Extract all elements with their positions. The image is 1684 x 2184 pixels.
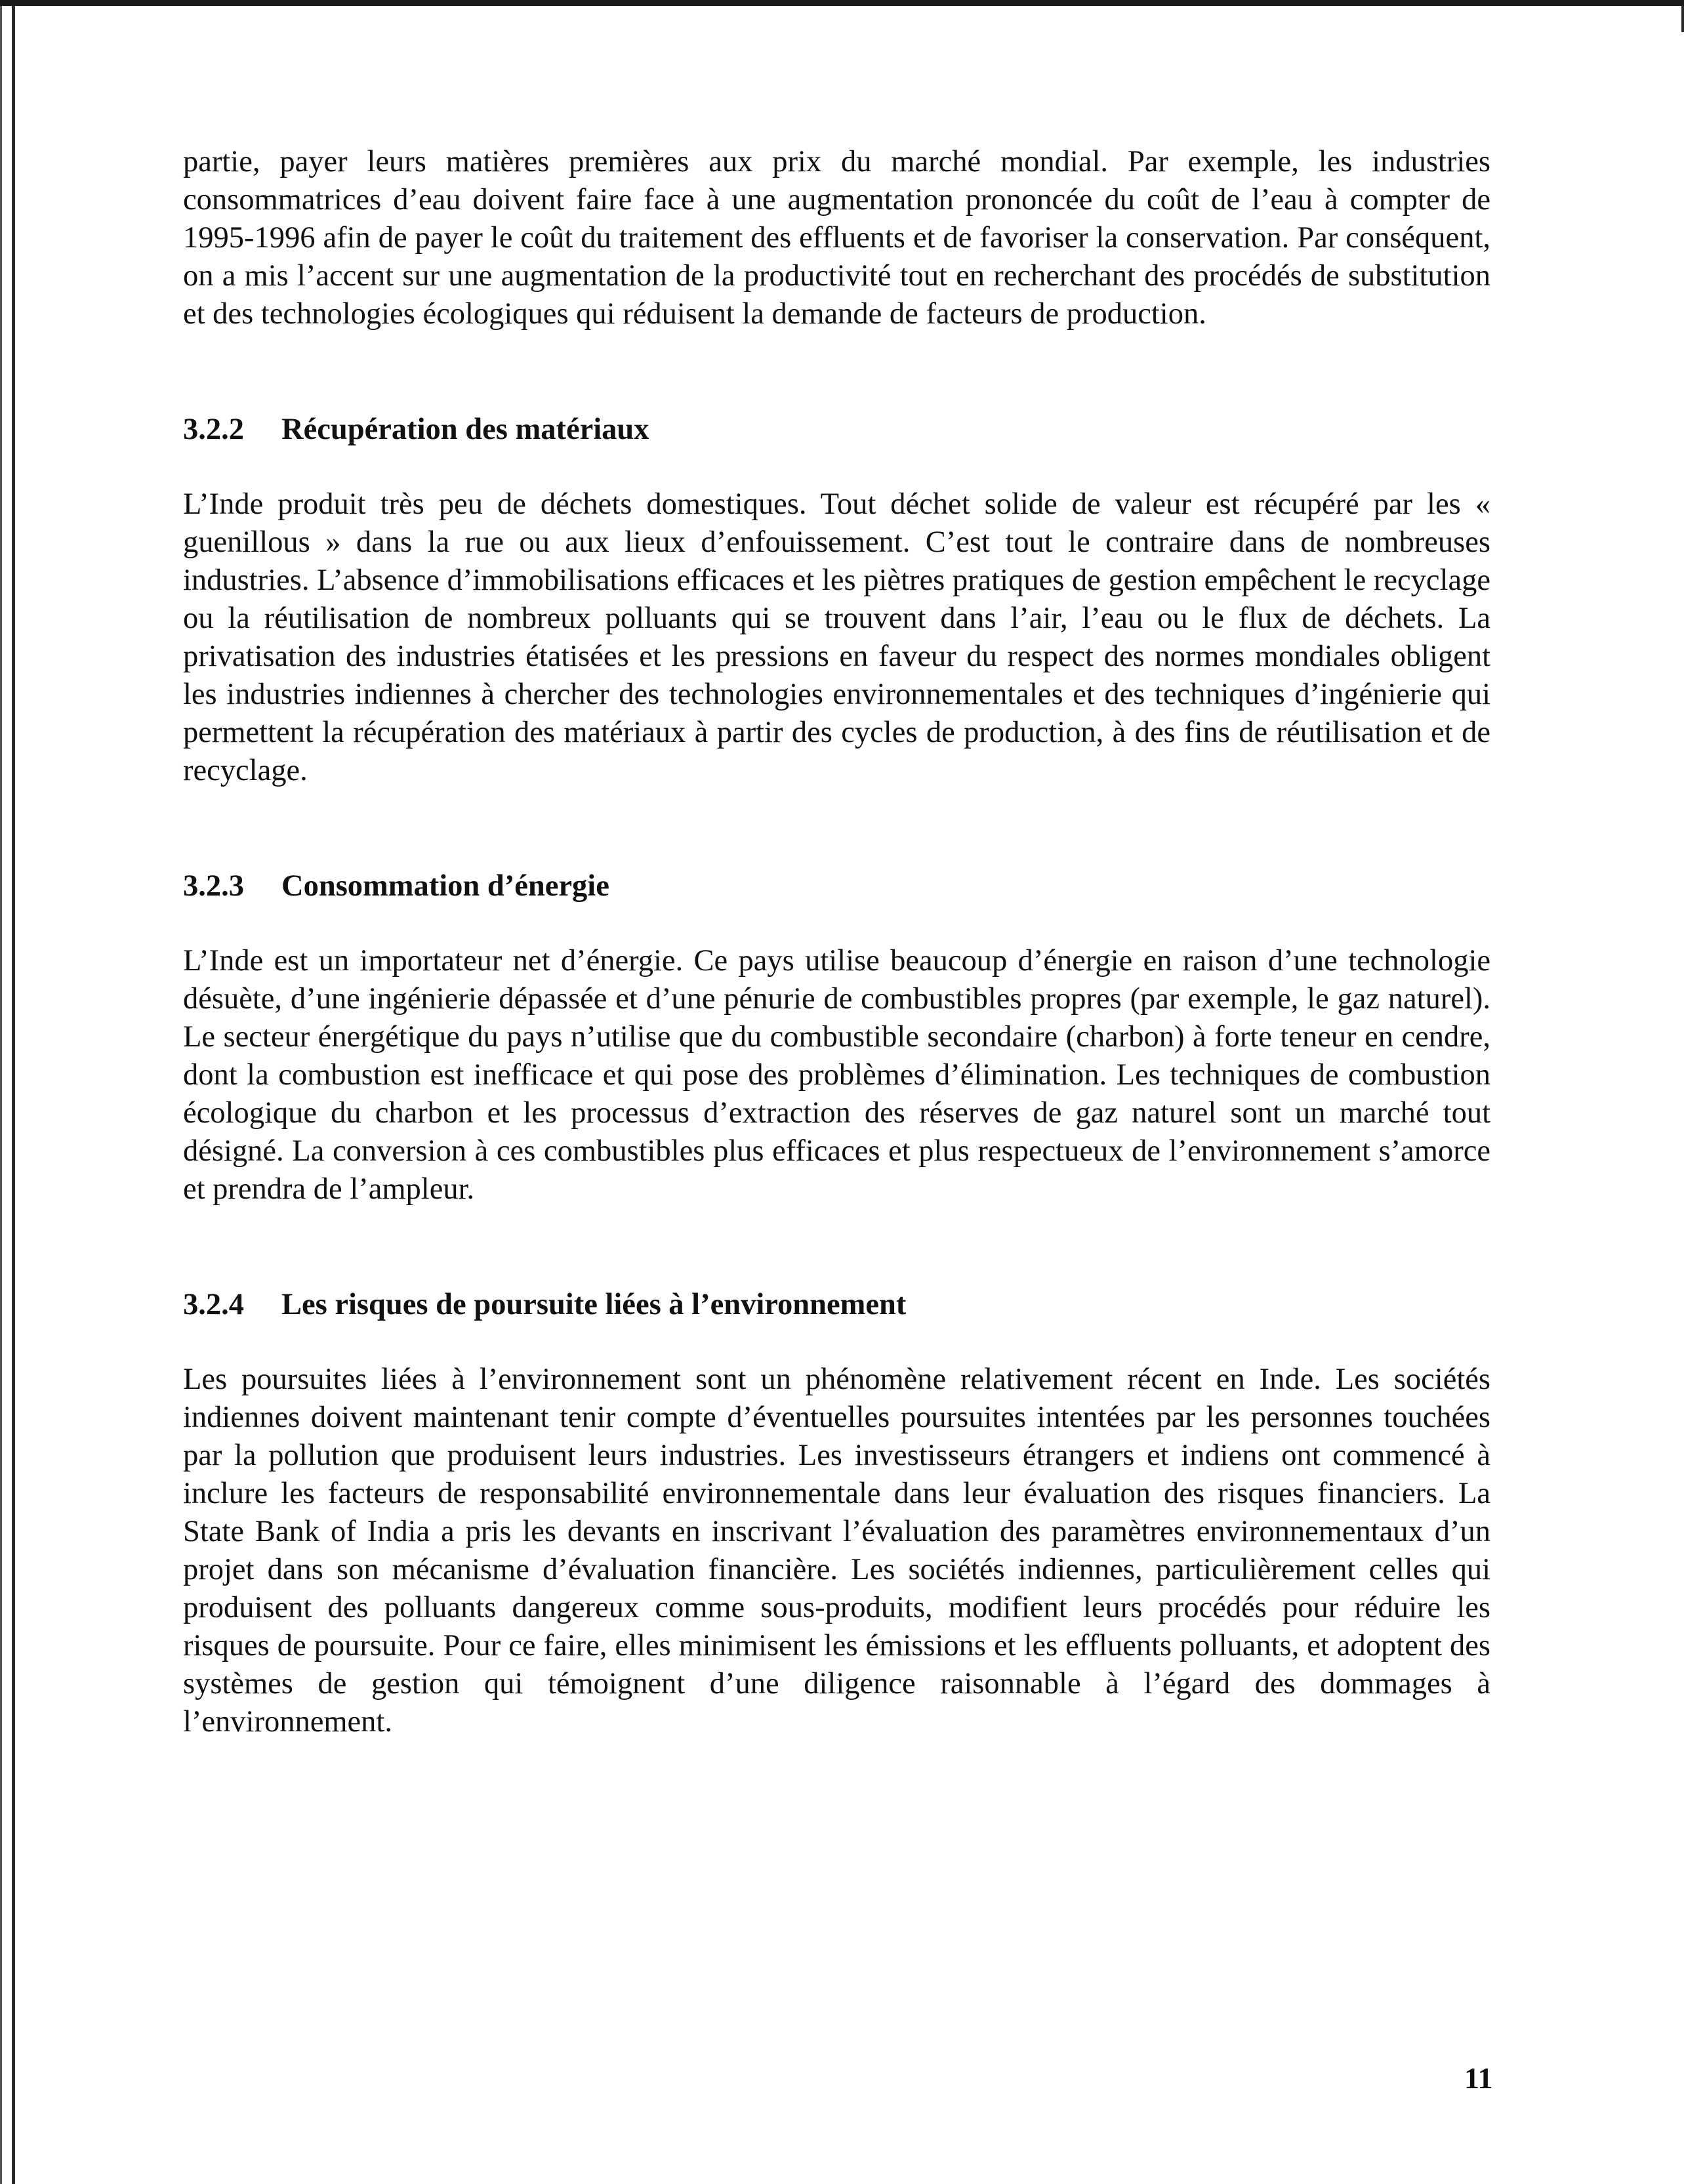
section-number: 3.2.4 [183, 1288, 244, 1321]
scan-right-corner-mark [1681, 6, 1684, 32]
section-title: Les risques de poursuite liées à l’environnement [281, 1288, 907, 1321]
scan-top-border [0, 0, 1684, 6]
scan-left-binding-line [12, 6, 15, 2184]
paragraph-energie: L’Inde est un importateur net d’énergie. Ce pays utilise beaucoup d’énergie en raison d’une technologie désuète, d’une ingénierie dépassée et d’une pénurie de combustibles propres (par exemple, le gaz naturel). Le secteur énergétique du pays n’utilise que du combustible secondaire (charbon) à forte teneur en cendre, dont la combustion est inefficace et qui pose des problèmes d’élimination. Les techniques de combustion écologique du charbon et les processus d’extraction des réserves de gaz naturel sont un marché tout désigné. La conversion à ces combustibles plus efficaces et plus respectueux de l’environnement s’amorce et prendra de l’ampleur. [183, 944, 1490, 1206]
section-heading-3-2-2 [183, 411, 1490, 449]
section-title: Consommation d’énergie [281, 869, 609, 903]
paragraph-poursuites: Les poursuites liées à l’environnement sont un phénomène relativement récent en Inde. Les sociétés indiennes doivent maintenant tenir compte d’éventuelles poursuites intentées par les personnes touchées par la pollution que produisent leurs industries. Les investisseurs étrangers et indiens ont commencé à inclure les facteurs de responsabilité environnementale dans leur évaluation des risques financiers. La State Bank of India a pris les devants en inscrivant l’évaluation des paramètres environnementaux d’un projet dans son mécanisme d’évaluation financière. Les sociétés indiennes, particulièrement celles qui produisent des polluants dangereux comme sous-produits, modifient leurs procédés pour réduire les risques de poursuite. Pour ce faire, elles minimisent les émissions et les effluents polluants, et adoptent des systèmes de gestion qui témoignent d’une diligence raisonnable à l’égard des dommages à l’environnement. [183, 1363, 1490, 1739]
section-title: Récupération des matériaux [281, 413, 649, 446]
document-body [183, 143, 1490, 1741]
paragraph-recuperation: L’Inde produit très peu de déchets domestiques. Tout déchet solide de valeur est récupéré par les « guenillous » dans la rue ou aux lieux d’enfouissement. C’est tout le contraire dans de nombreuses industries. L’absence d’immobilisations efficaces et les piètres pratiques de gestion empêchent le recyclage ou la réutilisation de nombreux polluants qui se trouvent dans l’air, l’eau ou le flux de déchets. La privatisation des industries étatisées et les pressions en faveur du respect des normes mondiales obligent les industries indiennes à chercher des technologies environnementales et des techniques d’ingénierie qui permettent la récupération des matériaux à partir des cycles de production, à des fins de réutilisation et de recyclage. [183, 487, 1490, 787]
section-heading-3-2-3 [183, 867, 1490, 905]
page-number: 11 [1464, 2061, 1493, 2095]
section-heading-3-2-4 [183, 1286, 1490, 1324]
section-number: 3.2.2 [183, 413, 244, 446]
paragraph-intro: partie, payer leurs matières premières aux prix du marché mondial. Par exemple, les industries consommatrices d’eau doivent faire face à une augmentation prononcée du coût de l’eau à compter de 1995-1996 afin de payer le coût du traitement des effluents et de favoriser la conservation. Par conséquent, on a mis l’accent sur une augmentation de la productivité tout en recherchant des procédés de substitution et des technologies écologiques qui réduisent la demande de facteurs de production. [183, 145, 1490, 331]
section-number: 3.2.3 [183, 869, 244, 903]
scan-left-border [0, 6, 2, 2184]
